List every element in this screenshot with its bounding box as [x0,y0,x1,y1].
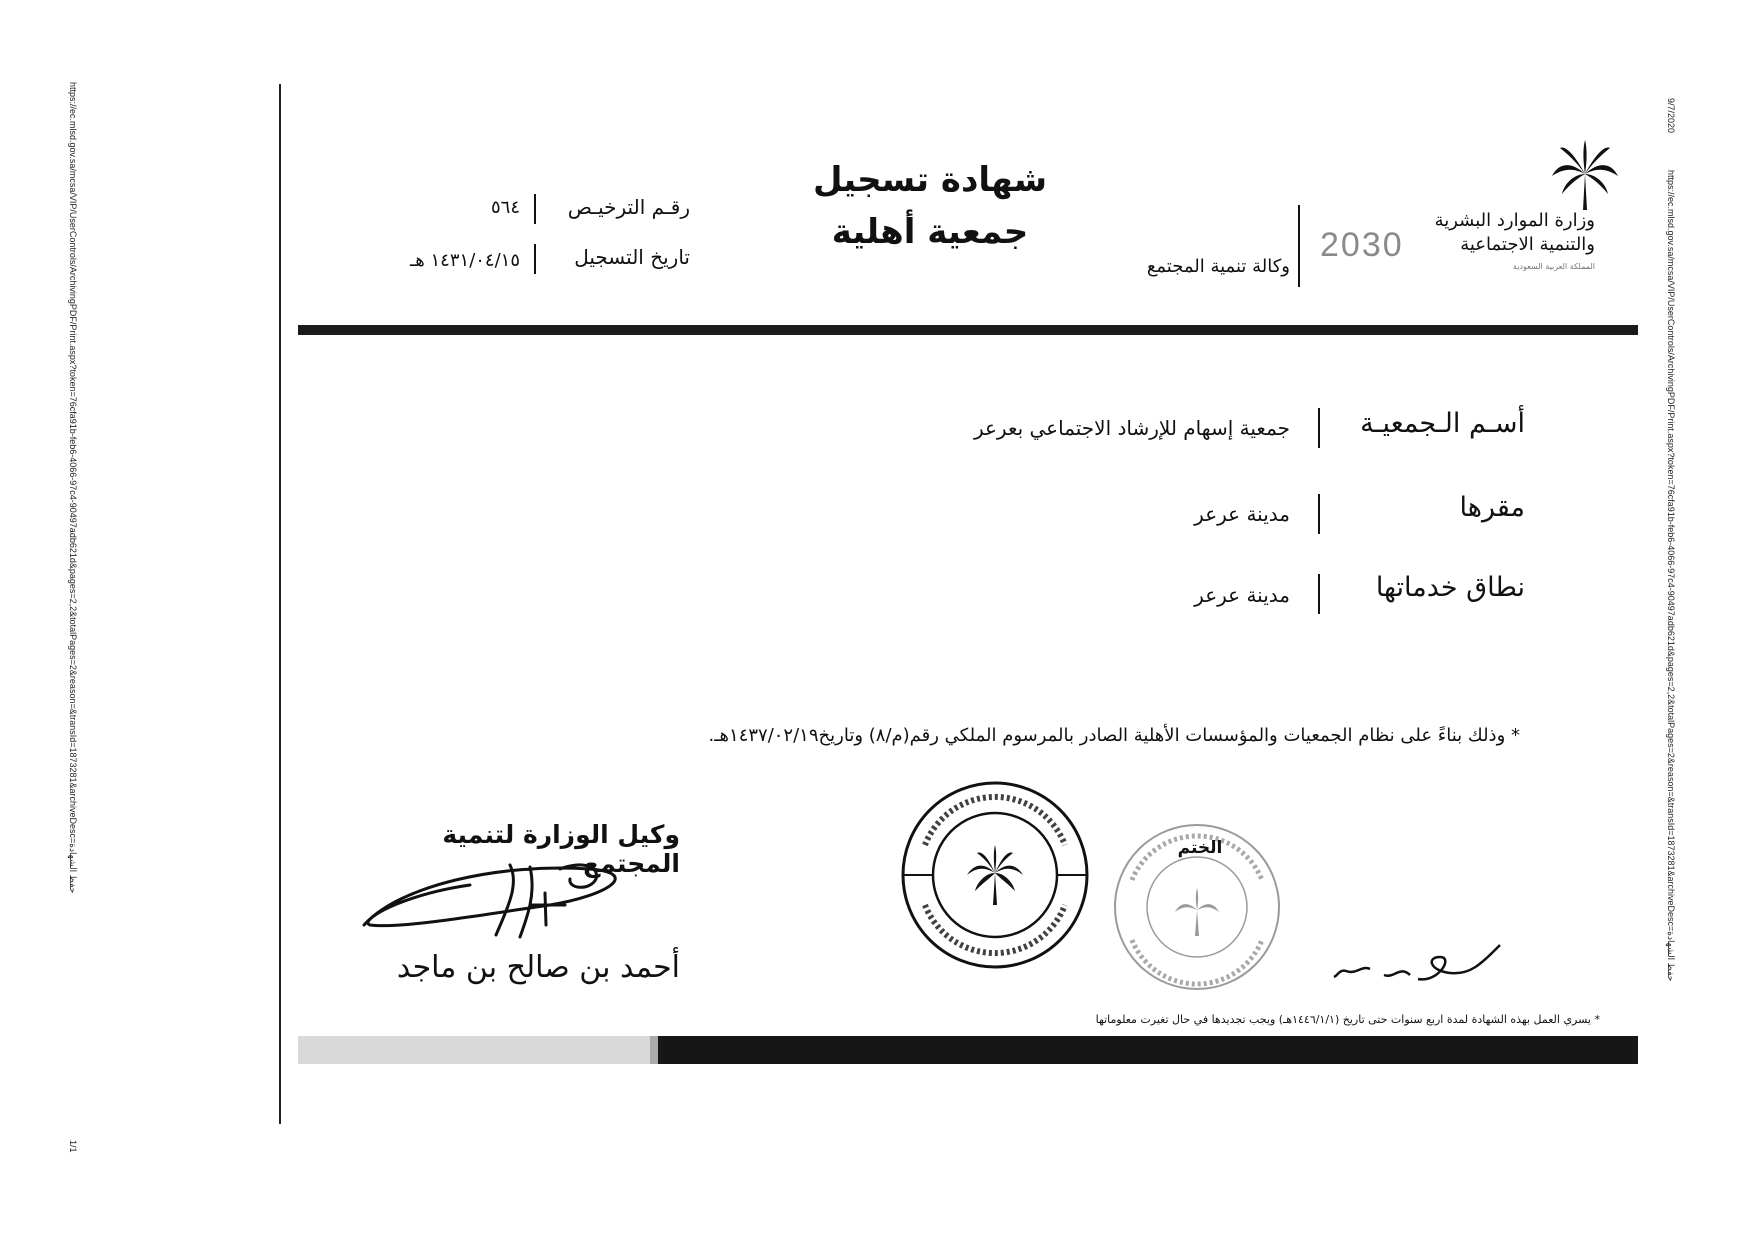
license-separator [534,194,536,224]
vision-2030-logo: 2030 [1320,226,1404,264]
registration-date-separator [534,244,536,274]
certificate-title: شهادة تسجيل [812,160,1048,200]
registration-date-label: تاريخ التسجيل [574,245,690,269]
field-value-headquarters: مدينة عرعر [1194,502,1290,526]
field-label-association-name: أسـم الـجمعيـة [1360,408,1525,439]
field-label-headquarters: مقرها [1459,492,1525,523]
palm-logo-icon [1550,140,1620,210]
date-stamp: 9/7/2020 [1666,98,1676,134]
side-url-left: https://ec.mlsd.gov.sa/mcsa/VIP/UserControls/ArchivingPDF/Print.aspx?token=76cfa91b-feb6-4066-97c4-90497adb621d&pages=2,2&totalPages=2&reason=&transId=1873281&archiveDesc=حفظ الشهادة [68,82,78,894]
certificate-subtitle: جمعية أهلية [831,212,1029,252]
agency-name: وكالة تنمية المجتمع [1146,256,1290,277]
license-label: رقـم الترخيـص [567,195,690,219]
footer-bar-texture [298,1036,658,1064]
ministry-name-line1: وزارة الموارد البشرية [1434,210,1595,231]
initials-scribble [1330,935,1510,995]
registration-date-value: ١٤٣١/٠٤/١٥ هـ [410,250,520,271]
frame-left-line [279,84,281,1124]
license-value: ٥٦٤ [490,197,520,218]
ministry-name-line2: والتنمية الاجتماعية [1460,234,1595,255]
field-separator [1318,494,1320,534]
footer-bar [650,1036,1638,1064]
validity-note: * يسري العمل بهذه الشهادة لمدة اربع سنوات حتى تاريخ (١٤٤٦/١/١هـ) ويجب تجديدها في حال تغيرت معلوماتها [1095,1013,1600,1026]
royal-decree-note: * وذلك بناءً على نظام الجمعيات والمؤسسات الأهلية الصادر بالمرسوم الملكي رقم(م/٨) وتاريخ١٤٣٧/٠٢/١٩هـ. [708,725,1520,746]
field-separator [1318,408,1320,448]
ministry-seal [895,775,1095,975]
page-number: 1/1 [68,1140,78,1153]
stamp-label: الختم [1177,838,1223,858]
field-value-association-name: جمعية إسهام للإرشاد الاجتماعي بعرعر [973,416,1290,440]
field-label-service-scope: نطاق خدماتها [1375,572,1525,603]
signatory-title: وكيل الوزارة لتنمية المجتمع [442,820,680,878]
signature [360,855,650,955]
field-separator [1318,574,1320,614]
signatory-name: أحمد بن صالح بن ماجد [396,950,680,985]
side-url-right: https://ec.mlsd.gov.sa/mcsa/VIP/UserControls/ArchivingPDF/Print.aspx?token=76cfa91b-feb6-4066-97c4-90497adb621d&pages=2,2&totalPages=2&reason=&transId=1873281&archiveDesc=حفظ الشهادة [1666,170,1676,982]
field-value-service-scope: مدينة عرعر [1194,583,1290,607]
agency-separator [1298,205,1300,287]
ministry-name-line3: المملكة العربية السعودية [1512,262,1595,271]
header-divider-bar [298,325,1638,335]
